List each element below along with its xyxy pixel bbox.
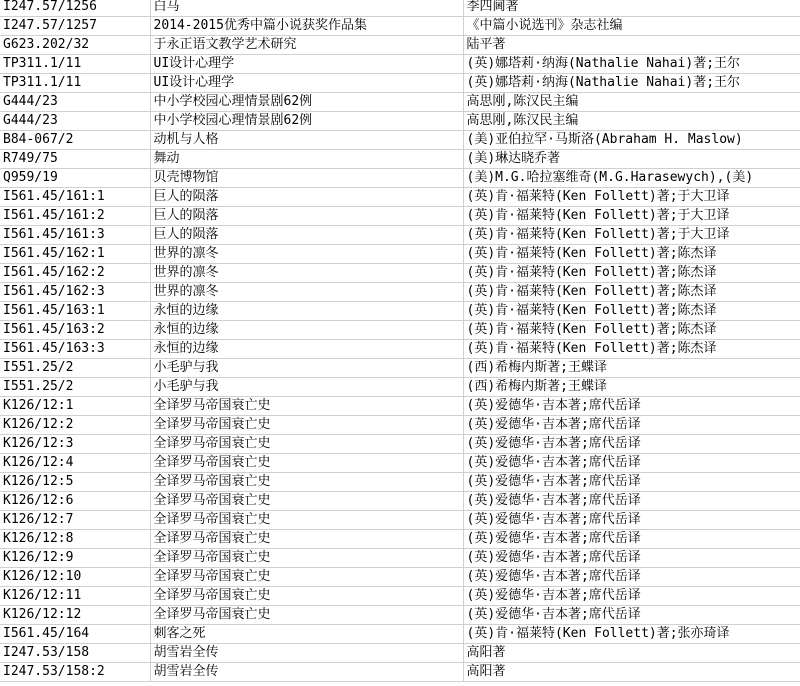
title-cell[interactable]: 世界的凛冬: [150, 245, 463, 264]
call-number-cell[interactable]: K126/12:6: [0, 492, 150, 511]
author-cell[interactable]: (英)肯·福莱特(Ken Follett)著;陈杰译: [463, 264, 800, 283]
call-number-cell[interactable]: I551.25/2: [0, 359, 150, 378]
author-cell[interactable]: (英)肯·福莱特(Ken Follett)著;陈杰译: [463, 340, 800, 359]
table-row: [0, 188, 800, 207]
table-row: [0, 530, 800, 549]
title-cell[interactable]: 小毛驴与我: [150, 378, 463, 397]
call-number-cell[interactable]: TP311.1/11: [0, 74, 150, 93]
title-cell[interactable]: 动机与人格: [150, 131, 463, 150]
author-cell[interactable]: (美)琳达晓乔著: [463, 150, 800, 169]
call-number-cell[interactable]: Q959/19: [0, 169, 150, 188]
table-row: [0, 264, 800, 283]
table-row: [0, 587, 800, 606]
call-number-cell[interactable]: I561.45/161:2: [0, 207, 150, 226]
title-cell[interactable]: 小毛驴与我: [150, 359, 463, 378]
author-cell[interactable]: (英)爱德华·吉本著;席代岳译: [463, 416, 800, 435]
author-cell[interactable]: (英)肯·福莱特(Ken Follett)著;陈杰译: [463, 283, 800, 302]
call-number-cell[interactable]: TP311.1/11: [0, 55, 150, 74]
table-row: [0, 397, 800, 416]
author-cell[interactable]: (美)M.G.哈拉塞维奇(M.G.Harasewych),(美): [463, 169, 800, 188]
author-cell[interactable]: 高思刚,陈汉民主编: [463, 112, 800, 131]
table-row: [0, 112, 800, 131]
author-cell[interactable]: 陆平著: [463, 36, 800, 55]
author-cell[interactable]: (英)肯·福莱特(Ken Follett)著;陈杰译: [463, 245, 800, 264]
author-cell[interactable]: (英)肯·福莱特(Ken Follett)著;陈杰译: [463, 321, 800, 340]
title-cell[interactable]: 全译罗马帝国衰亡史: [150, 568, 463, 587]
title-cell[interactable]: 世界的凛冬: [150, 264, 463, 283]
title-cell[interactable]: 永恒的边缘: [150, 321, 463, 340]
call-number-cell[interactable]: I561.45/161:1: [0, 188, 150, 207]
table-row: [0, 663, 800, 682]
call-number-cell[interactable]: I561.45/163:2: [0, 321, 150, 340]
table-row: [0, 17, 800, 36]
call-number-cell[interactable]: G623.202/32: [0, 36, 150, 55]
title-cell[interactable]: 白马: [150, 0, 463, 17]
table-row: [0, 340, 800, 359]
title-cell[interactable]: 全译罗马帝国衰亡史: [150, 549, 463, 568]
author-cell[interactable]: (英)肯·福莱特(Ken Follett)著;张亦琦译: [463, 625, 800, 644]
author-cell[interactable]: 《中篇小说选刊》杂志社编: [463, 17, 800, 36]
author-cell[interactable]: 李四阃著: [463, 0, 800, 17]
author-cell[interactable]: (英)爱德华·吉本著;席代岳译: [463, 473, 800, 492]
title-cell[interactable]: 刺客之死: [150, 625, 463, 644]
title-cell[interactable]: 全译罗马帝国衰亡史: [150, 397, 463, 416]
title-cell[interactable]: 全译罗马帝国衰亡史: [150, 435, 463, 454]
call-number-cell[interactable]: K126/12:8: [0, 530, 150, 549]
author-cell[interactable]: (英)肯·福莱特(Ken Follett)著;于大卫译: [463, 226, 800, 245]
call-number-cell[interactable]: K126/12:11: [0, 587, 150, 606]
author-cell[interactable]: (美)亚伯拉罕·马斯洛(Abraham H. Maslow): [463, 131, 800, 150]
call-number-cell[interactable]: K126/12:12: [0, 606, 150, 625]
title-cell[interactable]: 全译罗马帝国衰亡史: [150, 416, 463, 435]
call-number-cell[interactable]: I561.45/162:3: [0, 283, 150, 302]
call-number-cell[interactable]: K126/12:2: [0, 416, 150, 435]
title-cell[interactable]: 全译罗马帝国衰亡史: [150, 511, 463, 530]
title-cell[interactable]: 永恒的边缘: [150, 340, 463, 359]
title-cell[interactable]: 世界的凛冬: [150, 283, 463, 302]
title-cell[interactable]: 巨人的陨落: [150, 226, 463, 245]
author-cell[interactable]: (英)肯·福莱特(Ken Follett)著;于大卫译: [463, 188, 800, 207]
table-row: [0, 511, 800, 530]
author-cell[interactable]: (西)希梅内斯著;王蝶译: [463, 378, 800, 397]
call-number-cell[interactable]: I561.45/163:1: [0, 302, 150, 321]
table-row: [0, 378, 800, 397]
call-number-cell[interactable]: I247.53/158: [0, 644, 150, 663]
call-number-cell[interactable]: I247.57/1256: [0, 0, 150, 17]
table-row: [0, 169, 800, 188]
author-cell[interactable]: (英)爱德华·吉本著;席代岳译: [463, 454, 800, 473]
call-number-cell[interactable]: I247.57/1257: [0, 17, 150, 36]
call-number-cell[interactable]: I551.25/2: [0, 378, 150, 397]
table-row: [0, 568, 800, 587]
table-row: [0, 93, 800, 112]
call-number-cell[interactable]: B84-067/2: [0, 131, 150, 150]
author-cell[interactable]: (英)娜塔莉·纳海(Nathalie Nahai)著;王尔: [463, 55, 800, 74]
title-cell[interactable]: 全译罗马帝国衰亡史: [150, 587, 463, 606]
call-number-cell[interactable]: K126/12:9: [0, 549, 150, 568]
title-cell[interactable]: 巨人的陨落: [150, 207, 463, 226]
call-number-cell[interactable]: K126/12:5: [0, 473, 150, 492]
table-row: [0, 473, 800, 492]
title-cell[interactable]: 全译罗马帝国衰亡史: [150, 473, 463, 492]
call-number-cell[interactable]: I561.45/161:3: [0, 226, 150, 245]
table-row: [0, 549, 800, 568]
author-cell[interactable]: (英)爱德华·吉本著;席代岳译: [463, 568, 800, 587]
author-cell[interactable]: (英)爱德华·吉本著;席代岳译: [463, 435, 800, 454]
author-cell[interactable]: (英)爱德华·吉本著;席代岳译: [463, 549, 800, 568]
author-cell[interactable]: (英)爱德华·吉本著;席代岳译: [463, 492, 800, 511]
title-cell[interactable]: 胡雪岩全传: [150, 663, 463, 682]
call-number-cell[interactable]: I561.45/162:1: [0, 245, 150, 264]
table-row: [0, 226, 800, 245]
call-number-cell[interactable]: R749/75: [0, 150, 150, 169]
title-cell[interactable]: UI设计心理学: [150, 55, 463, 74]
author-cell[interactable]: 高阳著: [463, 644, 800, 663]
title-cell[interactable]: 舞动: [150, 150, 463, 169]
table-row: [0, 36, 800, 55]
table-row: [0, 492, 800, 511]
call-number-cell[interactable]: I561.45/163:3: [0, 340, 150, 359]
table-row: [0, 644, 800, 663]
title-cell[interactable]: 巨人的陨落: [150, 188, 463, 207]
table-row: [0, 321, 800, 340]
call-number-cell[interactable]: G444/23: [0, 112, 150, 131]
author-cell[interactable]: (西)希梅内斯著;王蝶译: [463, 359, 800, 378]
author-cell[interactable]: (英)爱德华·吉本著;席代岳译: [463, 511, 800, 530]
title-cell[interactable]: 全译罗马帝国衰亡史: [150, 530, 463, 549]
title-cell[interactable]: 永恒的边缘: [150, 302, 463, 321]
title-cell[interactable]: UI设计心理学: [150, 74, 463, 93]
table-row: [0, 625, 800, 644]
author-cell[interactable]: (英)爱德华·吉本著;席代岳译: [463, 606, 800, 625]
table-row: [0, 359, 800, 378]
call-number-cell[interactable]: K126/12:7: [0, 511, 150, 530]
author-cell[interactable]: 高阳著: [463, 663, 800, 682]
author-cell[interactable]: 高思刚,陈汉民主编: [463, 93, 800, 112]
table-row: [0, 416, 800, 435]
call-number-cell[interactable]: K126/12:4: [0, 454, 150, 473]
table-row: [0, 131, 800, 150]
title-cell[interactable]: 全译罗马帝国衰亡史: [150, 606, 463, 625]
author-cell[interactable]: (英)爱德华·吉本著;席代岳译: [463, 397, 800, 416]
title-cell[interactable]: 全译罗马帝国衰亡史: [150, 492, 463, 511]
table-row: [0, 0, 800, 17]
title-cell[interactable]: 中小学校园心理情景剧62例: [150, 112, 463, 131]
title-cell[interactable]: 全译罗马帝国衰亡史: [150, 454, 463, 473]
table-row: [0, 245, 800, 264]
table-row: [0, 283, 800, 302]
call-number-cell[interactable]: I561.45/162:2: [0, 264, 150, 283]
table-row: [0, 74, 800, 93]
author-cell[interactable]: (英)娜塔莉·纳海(Nathalie Nahai)著;王尔: [463, 74, 800, 93]
title-cell[interactable]: 于永正语文教学艺术研究: [150, 36, 463, 55]
call-number-cell[interactable]: G444/23: [0, 93, 150, 112]
call-number-cell[interactable]: K126/12:3: [0, 435, 150, 454]
call-number-cell[interactable]: K126/12:1: [0, 397, 150, 416]
table-row: [0, 207, 800, 226]
title-cell[interactable]: 中小学校园心理情景剧62例: [150, 93, 463, 112]
table-row: [0, 55, 800, 74]
table-row: [0, 454, 800, 473]
call-number-cell[interactable]: I247.53/158:2: [0, 663, 150, 682]
author-cell[interactable]: (英)肯·福莱特(Ken Follett)著;于大卫译: [463, 207, 800, 226]
title-cell[interactable]: 2014-2015优秀中篇小说获奖作品集: [150, 17, 463, 36]
title-cell[interactable]: 贝壳博物馆: [150, 169, 463, 188]
table-row: [0, 150, 800, 169]
title-cell[interactable]: 胡雪岩全传: [150, 644, 463, 663]
table-row: [0, 435, 800, 454]
call-number-cell[interactable]: K126/12:10: [0, 568, 150, 587]
call-number-cell[interactable]: I561.45/164: [0, 625, 150, 644]
author-cell[interactable]: (英)爱德华·吉本著;席代岳译: [463, 587, 800, 606]
table-row: [0, 606, 800, 625]
author-cell[interactable]: (英)爱德华·吉本著;席代岳译: [463, 530, 800, 549]
author-cell[interactable]: (英)肯·福莱特(Ken Follett)著;陈杰译: [463, 302, 800, 321]
table-row: [0, 302, 800, 321]
